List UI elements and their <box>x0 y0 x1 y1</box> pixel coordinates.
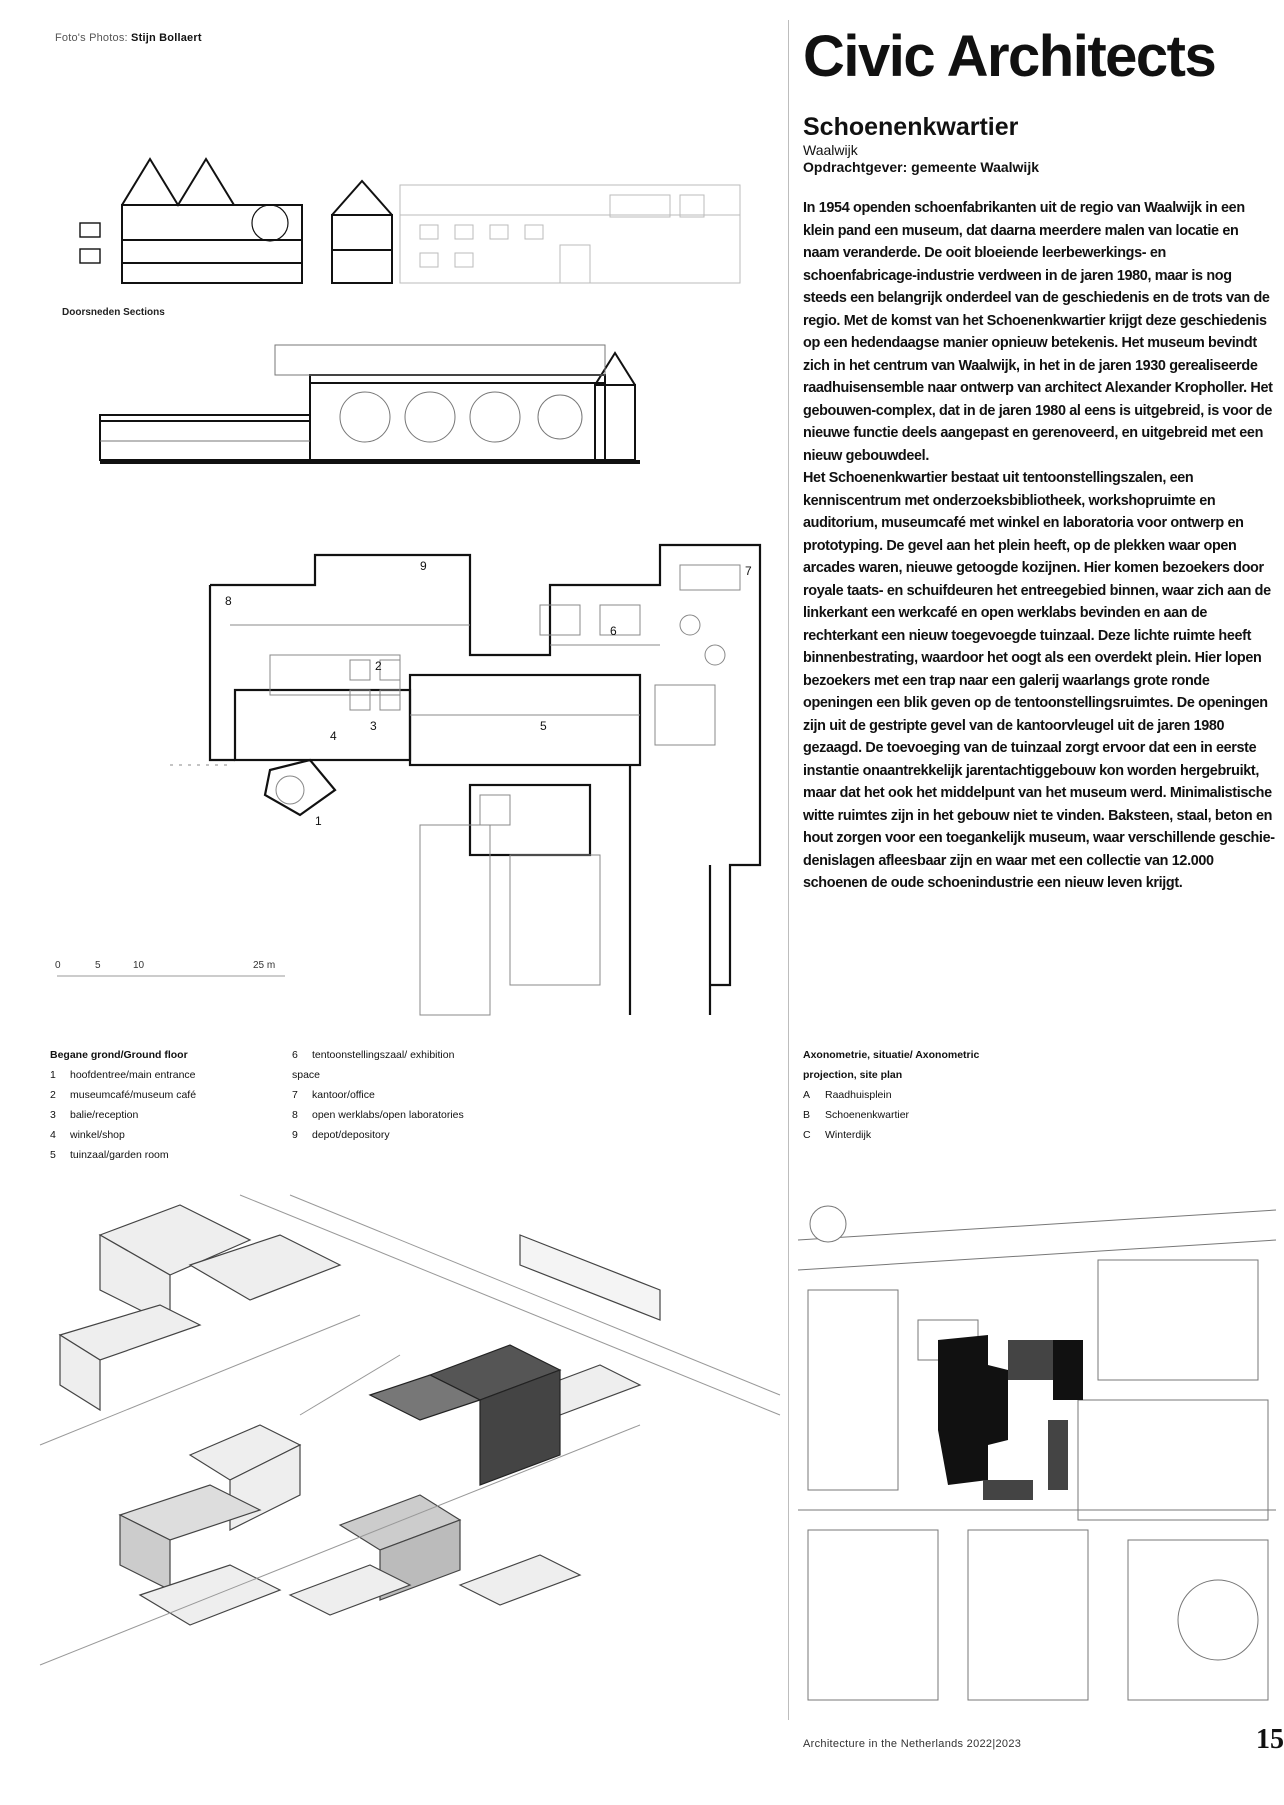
article-column <box>803 24 1275 895</box>
photo-credit <box>55 32 202 44</box>
page-number: 15 <box>1256 1724 1284 1755</box>
legend-item: 4 winkel/shop <box>50 1129 125 1141</box>
axonometric-title: Axonometrie, situatie/ Axonometric projection, site plan <box>803 1049 980 1081</box>
body-paragraph-1: In 1954 openden schoenfabrikanten uit de regio van Waalwijk in een klein pand een museum, dat daarna meerdere malen van locatie en naam veranderde. De ooit bloeiende leerbewerkings- en schoenfabricage-industrie verdween in de jaren 1980, maar is nog steeds een belangrijk onderdeel van de geschiedenis en de trots van de regio. Met de komst van het Schoenenkwartier krijgt deze geschiedenis op een hedendaagse manier opnieuw betekenis. Het museum bevindt zich in het centrum van Waalwijk, in het in de jaren 1930 gerealiseerde raadhuisensemble naar ontwerp van architect Alexander Kropholler. Het gebouwen-complex, dat in de jaren 1980 al eens is uitgebreid, is voor de nieuwe functie deels aangepast en gerenoveerd, en uitgebreid met een nieuw gebouwdeel. <box>803 200 1273 464</box>
plan-number-4: 4 <box>330 729 337 743</box>
plan-number-1: 1 <box>315 814 322 828</box>
ground-floor-plan <box>170 525 770 1015</box>
plan-number-8: 8 <box>225 594 232 608</box>
ground-floor-legend-col2 <box>292 1045 464 1145</box>
scale-tick-0: 0 <box>55 960 61 971</box>
project-client: Opdrachtgever: gemeente Waalwijk <box>803 159 1039 176</box>
axonometric-legend <box>803 1045 1013 1145</box>
legend-item: 8 open werklabs/open laboratories <box>292 1109 464 1121</box>
legend-item: 5 tuinzaal/garden room <box>50 1149 169 1161</box>
legend-item: B Schoenenkwartier <box>803 1109 910 1121</box>
project-place: Waalwijk <box>803 142 858 159</box>
plan-number-9: 9 <box>420 559 427 573</box>
section-drawing-top <box>70 145 770 285</box>
scale-tick-25: 25 m <box>253 960 276 971</box>
legend-item: 6 tentoonstellingszaal/ exhibition space <box>292 1049 455 1081</box>
footer-text: Architecture in the Netherlands 2022|2023 <box>803 1738 1022 1750</box>
plan-number-7: 7 <box>745 564 752 578</box>
column-divider <box>788 20 789 1720</box>
legend-item: A Raadhuisplein <box>803 1089 892 1101</box>
plan-number-2: 2 <box>375 659 382 673</box>
scale-bar <box>55 956 295 982</box>
axonometric-drawing <box>40 1195 780 1695</box>
legend-item: 2 museumcafé/museum café <box>50 1089 197 1101</box>
site-plan <box>798 1200 1276 1710</box>
ground-floor-title: Begane grond/Ground floor <box>50 1049 188 1061</box>
credit-name: Stijn Bollaert <box>131 32 202 44</box>
legend-item: 9 depot/depository <box>292 1129 390 1141</box>
architect-name: Civic Architects <box>803 24 1216 89</box>
legend-item: C Winterdijk <box>803 1129 872 1141</box>
ground-floor-legend <box>50 1045 530 1165</box>
plan-number-5: 5 <box>540 719 547 733</box>
plan-number-6: 6 <box>610 624 617 638</box>
legend-item: 7 kantoor/office <box>292 1089 375 1101</box>
sections-label: Doorsneden Sections <box>62 307 165 318</box>
legend-item: 3 balie/reception <box>50 1109 139 1121</box>
article-body <box>803 197 1275 895</box>
scale-tick-10: 10 <box>133 960 145 971</box>
credit-label: Foto's Photos: <box>55 32 128 44</box>
project-title: Schoenenkwartier <box>803 113 1019 141</box>
plan-number-3: 3 <box>370 719 377 733</box>
scale-tick-5: 5 <box>95 960 101 971</box>
body-paragraph-2: Het Schoenenkwartier bestaat uit tentoonstellingszalen, een kenniscentrum met onderzoeksbibliotheek, workshopruimte en auditorium, museumcafé met winkel en laboratoria voor ontwerp en prototyping. De gevel aan het plein heeft, op de plekken waar open arcades waren, nieuwe getoogde kozijnen. Hier komen bezoekers door royale taats- en schuifdeuren het entreegebied binnen, waar zich aan de linkerkant een werkcafé en open werklabs bevinden en aan de rechterkant een nieuw toegevoegde tuinzaal. Deze lichte ruimte heeft binnenbestrating, waardoor het oogt als een overdekt plein. Hier lopen bezoekers met een trap naar een galerij waarlangs grote ronde openingen een blik geven op de tentoonstellingsruimtes. De openingen zijn uit de gestripte gevel van de kantoorvleugel uit de jaren 1980 gezaagd. De toevoeging van de tuinzaal zorgt ervoor dat een in eerste instantie onaantrekkelijk jarentachtiggebouw kon worden hergebruikt, maar dat het ook het middelpunt van het museum werd. Minimalistische witte ruimtes zijn in het gebouw niet te vinden. Baksteen, staal, beton en hout zorgen voor een toegankelijk museum, waar verschillende geschie-denislagen afleesbaar zijn en waar met een collectie van 12.000 schoenen de oude schoenindustrie een nieuw leven krijgt. <box>803 470 1275 892</box>
legend-item: 1 hoofdentree/main entrance <box>50 1069 196 1081</box>
section-drawing-bottom <box>95 345 655 470</box>
